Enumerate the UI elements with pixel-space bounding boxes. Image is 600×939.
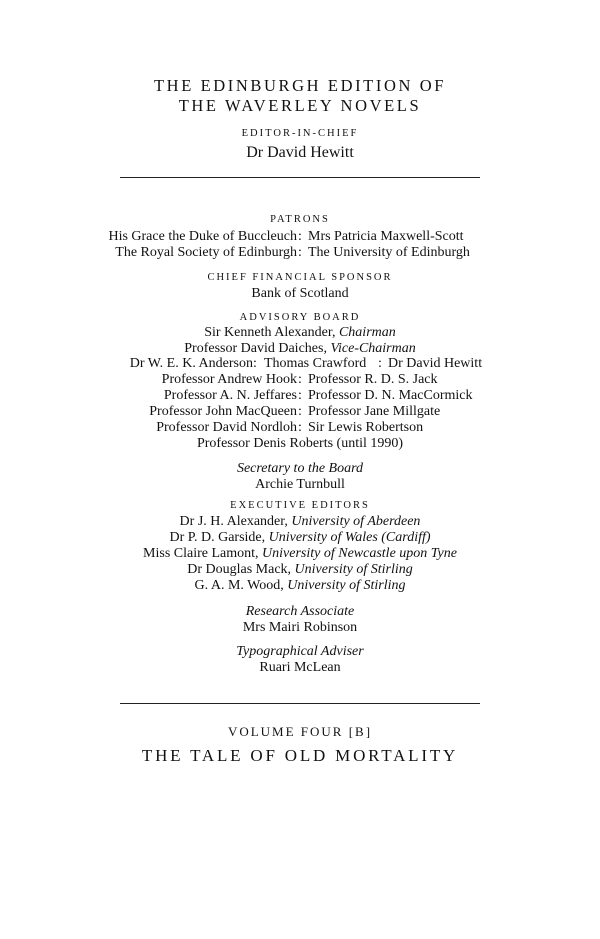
executive-editors-label: EXECUTIVE EDITORS — [230, 500, 370, 511]
separator: : — [298, 245, 302, 260]
secretary-label: Secretary to the Board — [236, 461, 364, 476]
affiliation: University of Stirling — [287, 578, 406, 593]
advisory-board-label: ADVISORY BOARD — [239, 312, 361, 323]
patron: Mrs Patricia Maxwell-Scott — [308, 229, 464, 244]
board-member: Thomas Crawford — [264, 356, 367, 371]
executive-editor — [0, 514, 600, 530]
affiliation: University of Wales (Cardiff) — [268, 530, 431, 545]
secretary-name: Archie Turnbull — [255, 477, 345, 492]
sponsor-name: Bank of Scotland — [251, 286, 349, 301]
executive-editor — [0, 578, 600, 594]
separator: : — [298, 372, 302, 387]
affiliation: University of Aberdeen — [291, 514, 421, 529]
executive-editor — [0, 546, 600, 562]
board-member: Dr W. E. K. Anderson — [129, 356, 253, 371]
board-member: Dr David Hewitt — [388, 356, 483, 371]
board-member: Professor Jane Millgate — [308, 404, 441, 419]
affiliation: University of Newcastle upon Tyne — [262, 546, 457, 561]
typographical-adviser-label: Typographical Adviser — [236, 644, 364, 659]
volume-label: VOLUME FOUR [B] — [227, 724, 373, 739]
advisory-row — [0, 388, 600, 404]
patron: The Royal Society of Edinburgh — [115, 245, 297, 260]
separator: : — [298, 388, 302, 403]
research-associate-name: Mrs Mairi Robinson — [242, 620, 358, 635]
patron: The University of Edinburgh — [308, 245, 470, 260]
board-member: Professor John MacQueen — [149, 404, 297, 419]
person-name: Miss Claire Lamont, — [143, 546, 259, 561]
advisory-row — [0, 356, 600, 372]
role: Vice-Chairman — [330, 341, 416, 356]
affiliation: University of Stirling — [294, 562, 413, 577]
board-member: Professor A. N. Jeffares — [163, 388, 297, 403]
person-name: Dr P. D. Garside, — [169, 530, 266, 545]
patrons-row — [0, 229, 600, 245]
typographical-adviser-name: Ruari McLean — [259, 660, 341, 675]
executive-editor — [0, 562, 600, 578]
separator: : — [378, 356, 382, 371]
top-divider — [120, 177, 480, 178]
board-member: Professor R. D. S. Jack — [308, 372, 438, 387]
advisory-chair — [0, 325, 600, 341]
separator: : — [298, 229, 302, 244]
bottom-divider — [120, 703, 480, 704]
separator: : — [298, 420, 302, 435]
patrons-row — [0, 245, 600, 261]
patron: His Grace the Duke of Buccleuch — [108, 229, 297, 244]
role: Chairman — [338, 325, 396, 340]
person-name: Dr Douglas Mack, — [187, 562, 292, 577]
editor-in-chief-name: Dr David Hewitt — [246, 144, 354, 161]
advisory-row — [0, 420, 600, 436]
board-member-last: Professor Denis Roberts (until 1990) — [196, 436, 404, 451]
separator: : — [298, 404, 302, 419]
board-member: Professor Andrew Hook — [161, 372, 297, 387]
patrons-label: PATRONS — [270, 214, 330, 225]
editor-in-chief-label: EDITOR-IN-CHIEF — [241, 128, 359, 139]
person-name: Dr J. H. Alexander, — [179, 514, 288, 529]
separator: : — [253, 356, 257, 371]
sponsor-label: CHIEF FINANCIAL SPONSOR — [207, 272, 393, 283]
research-associate-label: Research Associate — [245, 604, 355, 619]
advisory-row — [0, 372, 600, 388]
person-name: Sir Kenneth Alexander, — [204, 325, 336, 340]
series-title-line-1: THE EDINBURGH EDITION OF — [154, 76, 446, 95]
advisory-row — [0, 404, 600, 420]
series-title-line-2: THE WAVERLEY NOVELS — [178, 96, 422, 115]
person-name: Professor David Daiches, — [184, 341, 327, 356]
board-member: Professor David Nordloh — [156, 420, 297, 435]
board-member: Sir Lewis Robertson — [308, 420, 424, 435]
executive-editor — [0, 530, 600, 546]
volume-title: THE TALE OF OLD MORTALITY — [141, 746, 459, 765]
person-name: G. A. M. Wood, — [194, 578, 284, 593]
board-member: Professor D. N. MacCormick — [308, 388, 473, 403]
advisory-vice-chair — [0, 341, 600, 357]
